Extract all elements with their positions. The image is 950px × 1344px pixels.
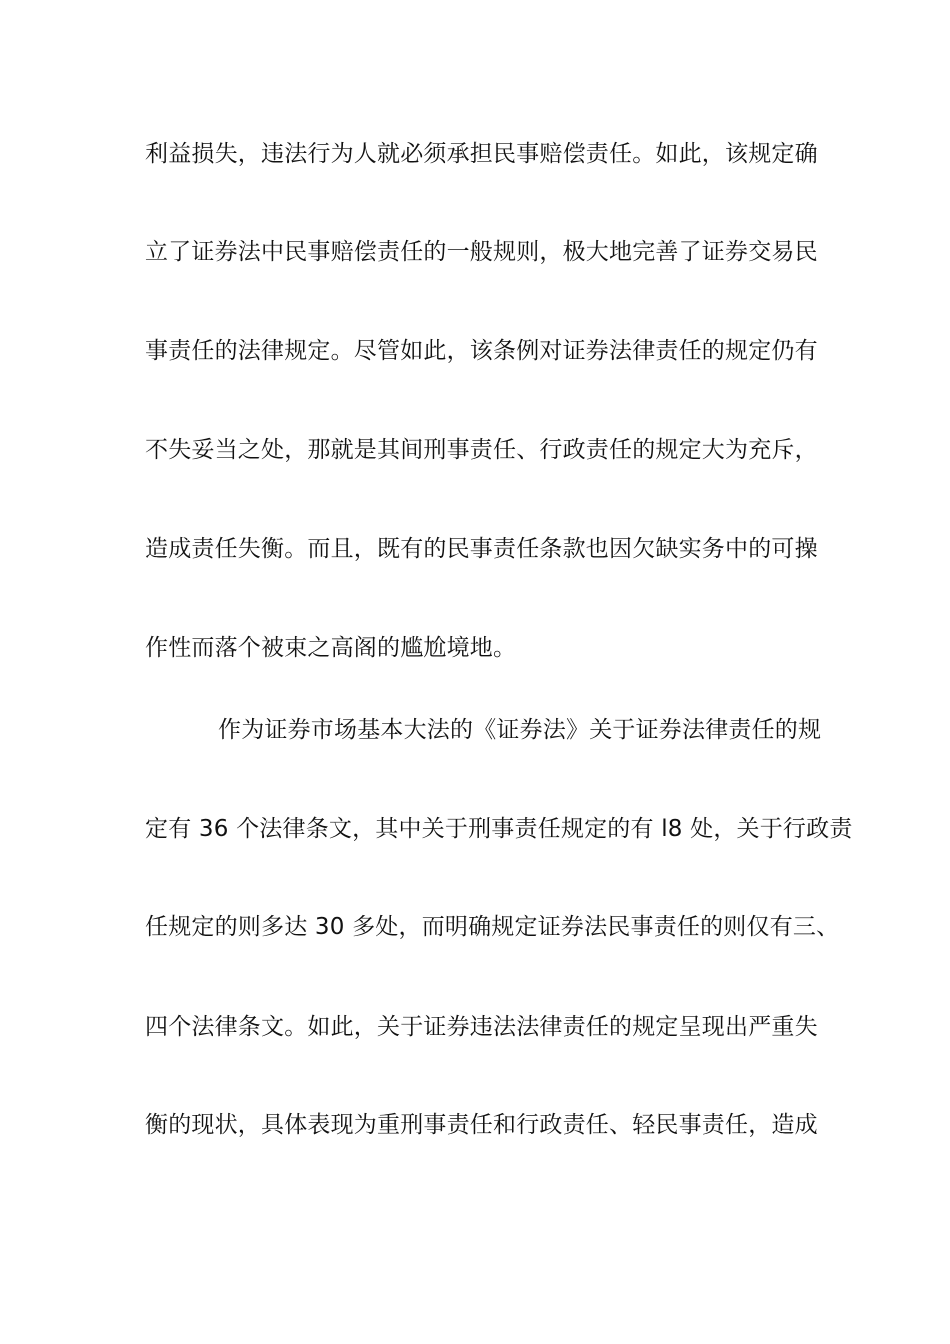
paragraph-line: 不失妥当之处，那就是其间刑事责任、行政责任的规定大为充斥， xyxy=(145,437,818,463)
paragraph-line: 定有 36 个法律条文，其中关于刑事责任规定的有 l8 处，关于行政责 xyxy=(145,816,853,842)
paragraph-first-line: 作为证券市场基本大法的《证券法》关于证券法律责任的规 xyxy=(218,717,822,743)
paragraph-line: 立了证券法中民事赔偿责任的一般规则，极大地完善了证券交易民 xyxy=(145,239,818,265)
paragraph-line: 衡的现状，具体表现为重刑事责任和行政责任、轻民事责任，造成 xyxy=(145,1112,818,1138)
paragraph-line: 事责任的法律规定。尽管如此，该条例对证券法律责任的规定仍有 xyxy=(145,338,818,364)
paragraph-line: 四个法律条文。如此，关于证券违法法律责任的规定呈现出严重失 xyxy=(145,1014,818,1040)
paragraph-line: 利益损失，违法行为人就必须承担民事赔偿责任。如此，该规定确 xyxy=(145,141,818,167)
paragraph-line: 任规定的则多达 30 多处，而明确规定证券法民事责任的则仅有三、 xyxy=(145,914,840,940)
paragraph-line: 造成责任失衡。而且，既有的民事责任条款也因欠缺实务中的可操 xyxy=(145,536,818,562)
paragraph-line: 作性而落个被束之高阁的尴尬境地。 xyxy=(145,635,517,661)
